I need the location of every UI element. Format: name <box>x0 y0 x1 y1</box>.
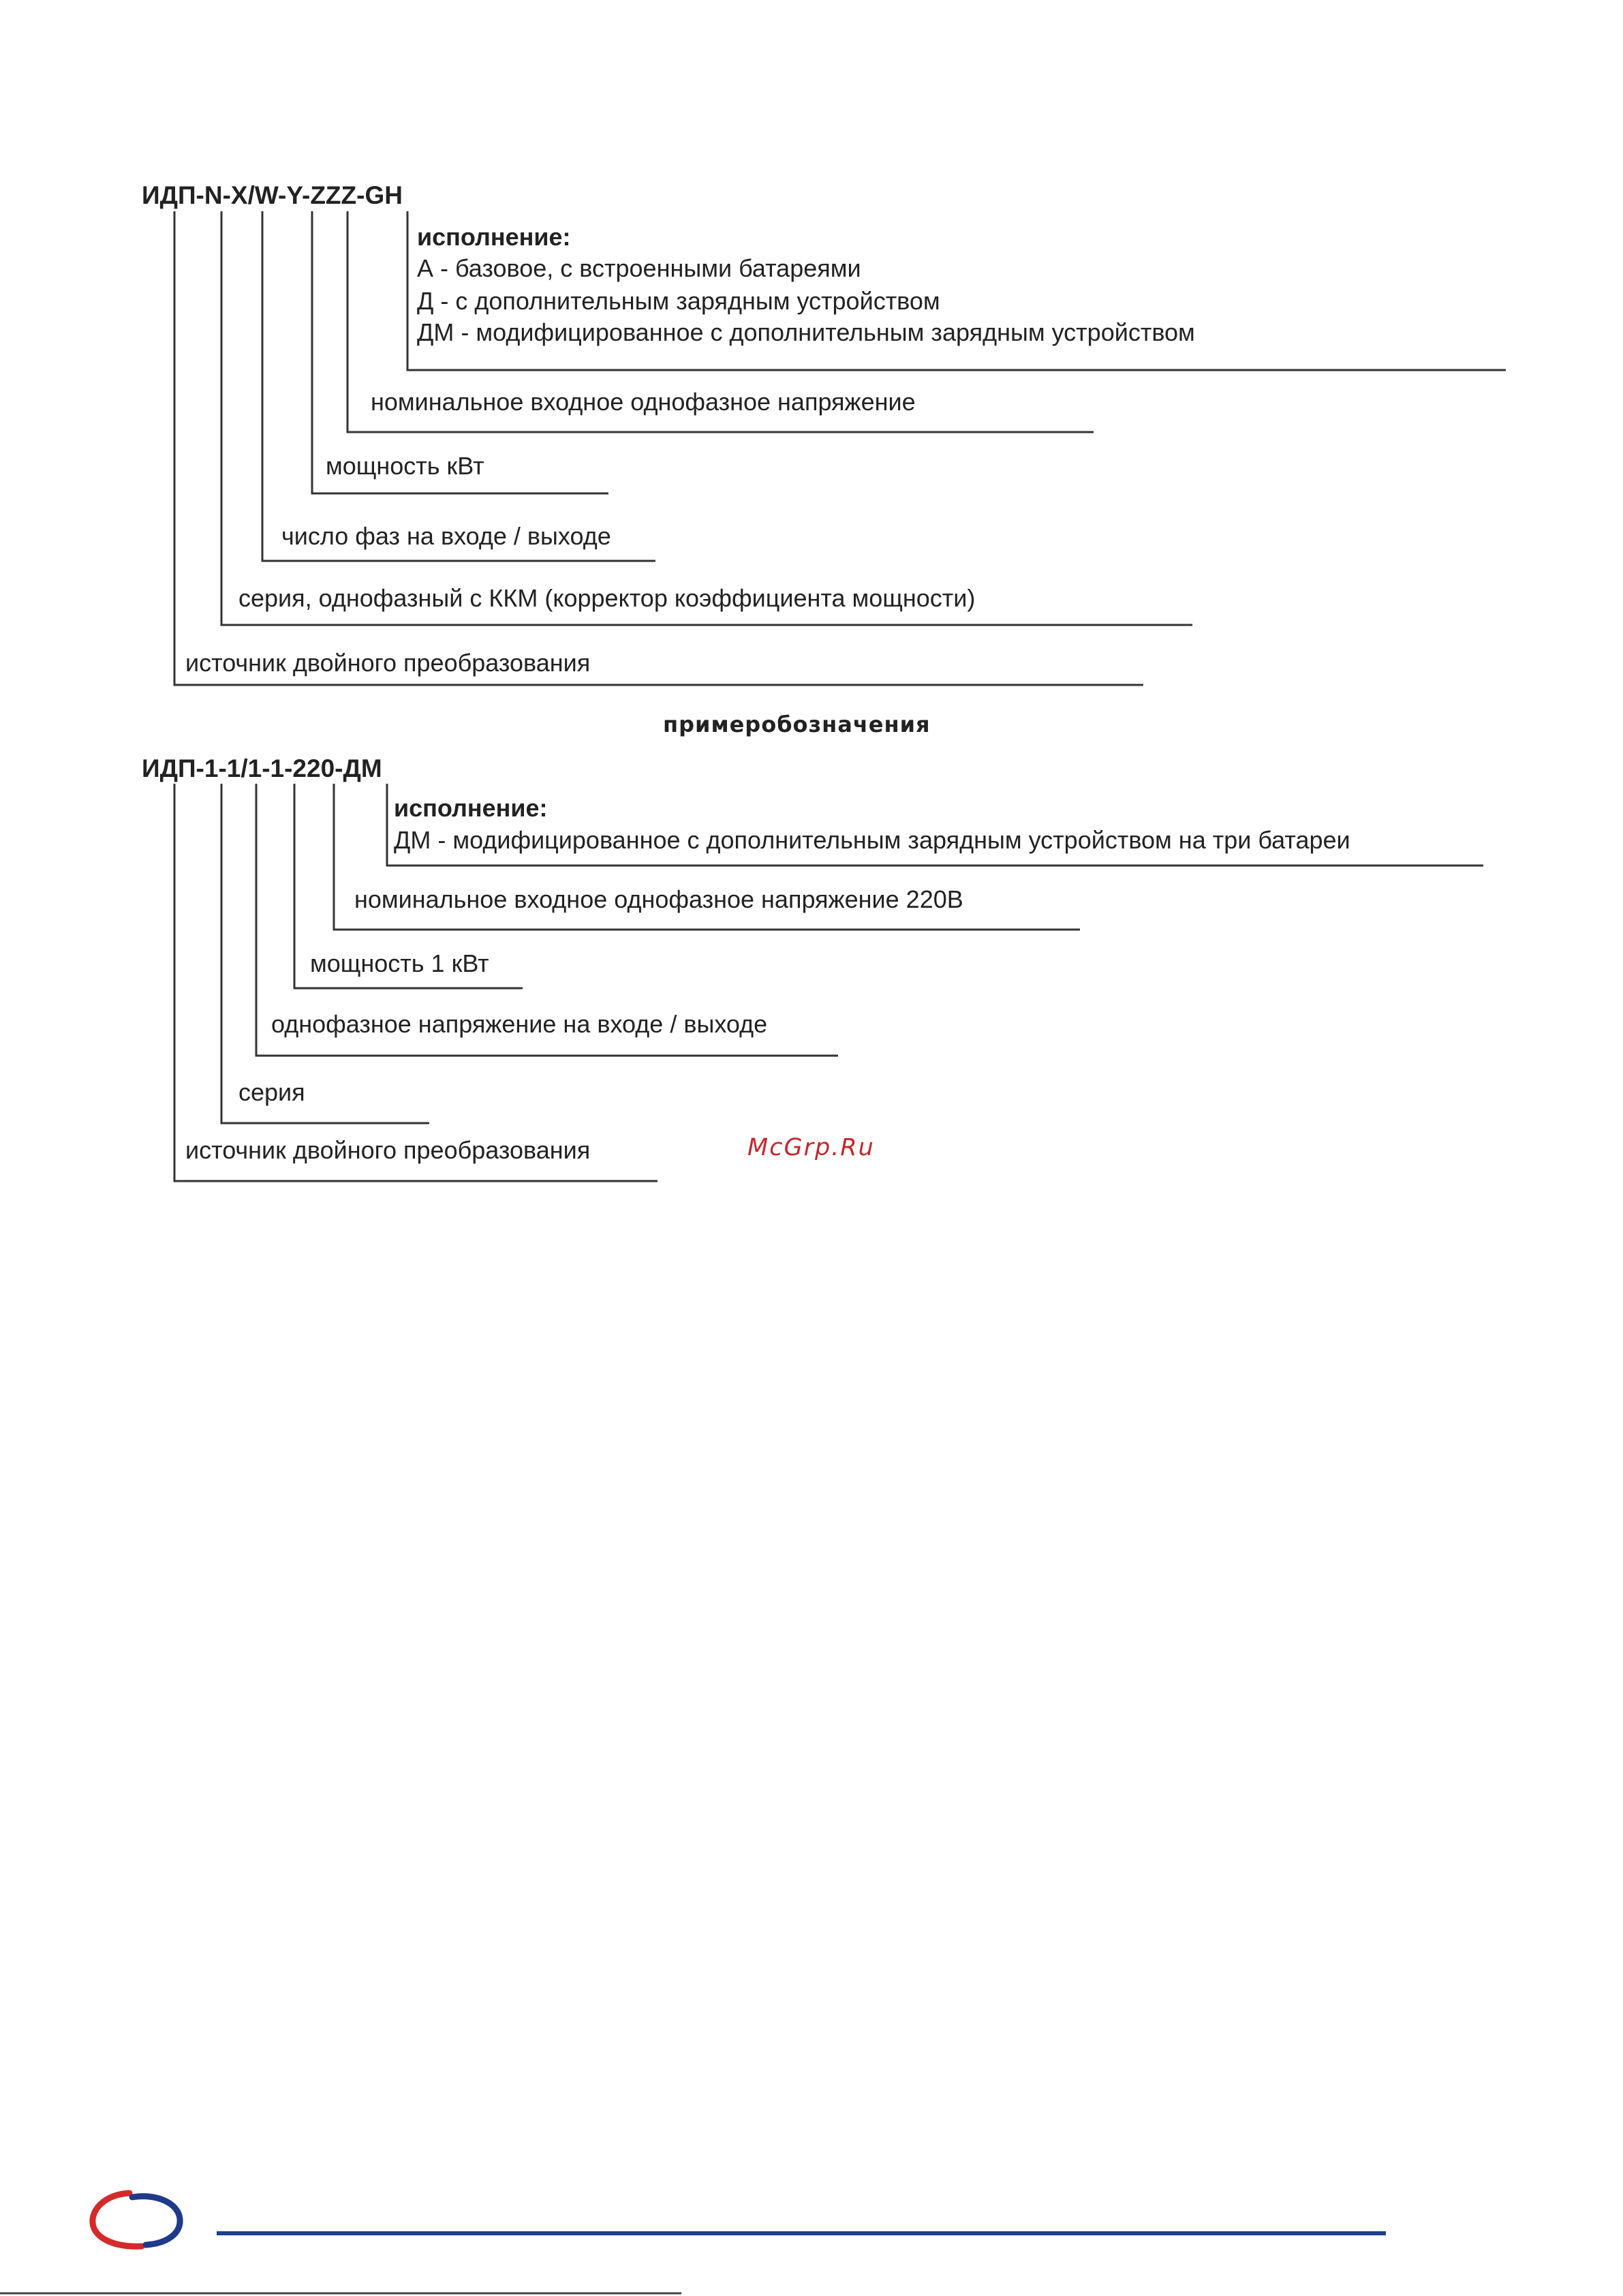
scheme-source: источник двойного преобразования <box>185 649 591 677</box>
example-power: мощность 1 кВт <box>310 949 489 977</box>
example-series: серия <box>238 1078 305 1106</box>
example-execution-title: исполнение: <box>394 794 548 822</box>
example-source: источник двойного преобразования <box>185 1136 591 1164</box>
company-logo-icon <box>87 2186 189 2254</box>
scheme-line-source <box>174 211 1143 685</box>
scheme-execution-option: ДМ - модифицированное с дополнительным зарядным устройством <box>417 318 1195 346</box>
scheme-series: серия, однофазный с ККМ (корректор коэффициента мощности) <box>238 584 976 612</box>
example-code: ИДП-1-1/1-1-220-ДМ <box>142 754 382 782</box>
scheme-power: мощность кВт <box>326 452 484 480</box>
scheme-rated-voltage: номинальное входное однофазное напряжение <box>371 388 916 416</box>
scheme-execution-option: Д - с дополнительным зарядным устройством <box>417 287 940 315</box>
scheme-phases: число фаз на входе / выходе <box>281 522 611 550</box>
example-rated-voltage: номинальное входное однофазное напряжение 220В <box>354 885 963 913</box>
example-execution-value: ДМ - модифицированное с дополнительным зарядным устройством на три батареи <box>394 826 1350 854</box>
scheme-execution-option: А - базовое, с встроенными батареями <box>417 254 861 282</box>
scheme-code: ИДП-N-X/W-Y-ZZZ-GH <box>142 181 403 209</box>
scheme-execution-title: исполнение: <box>417 223 571 251</box>
example-caption: примеробозначения <box>663 711 931 737</box>
example-phases: однофазное напряжение на входе / выходе <box>271 1010 768 1038</box>
watermark: McGrp.Ru <box>747 1134 875 1161</box>
